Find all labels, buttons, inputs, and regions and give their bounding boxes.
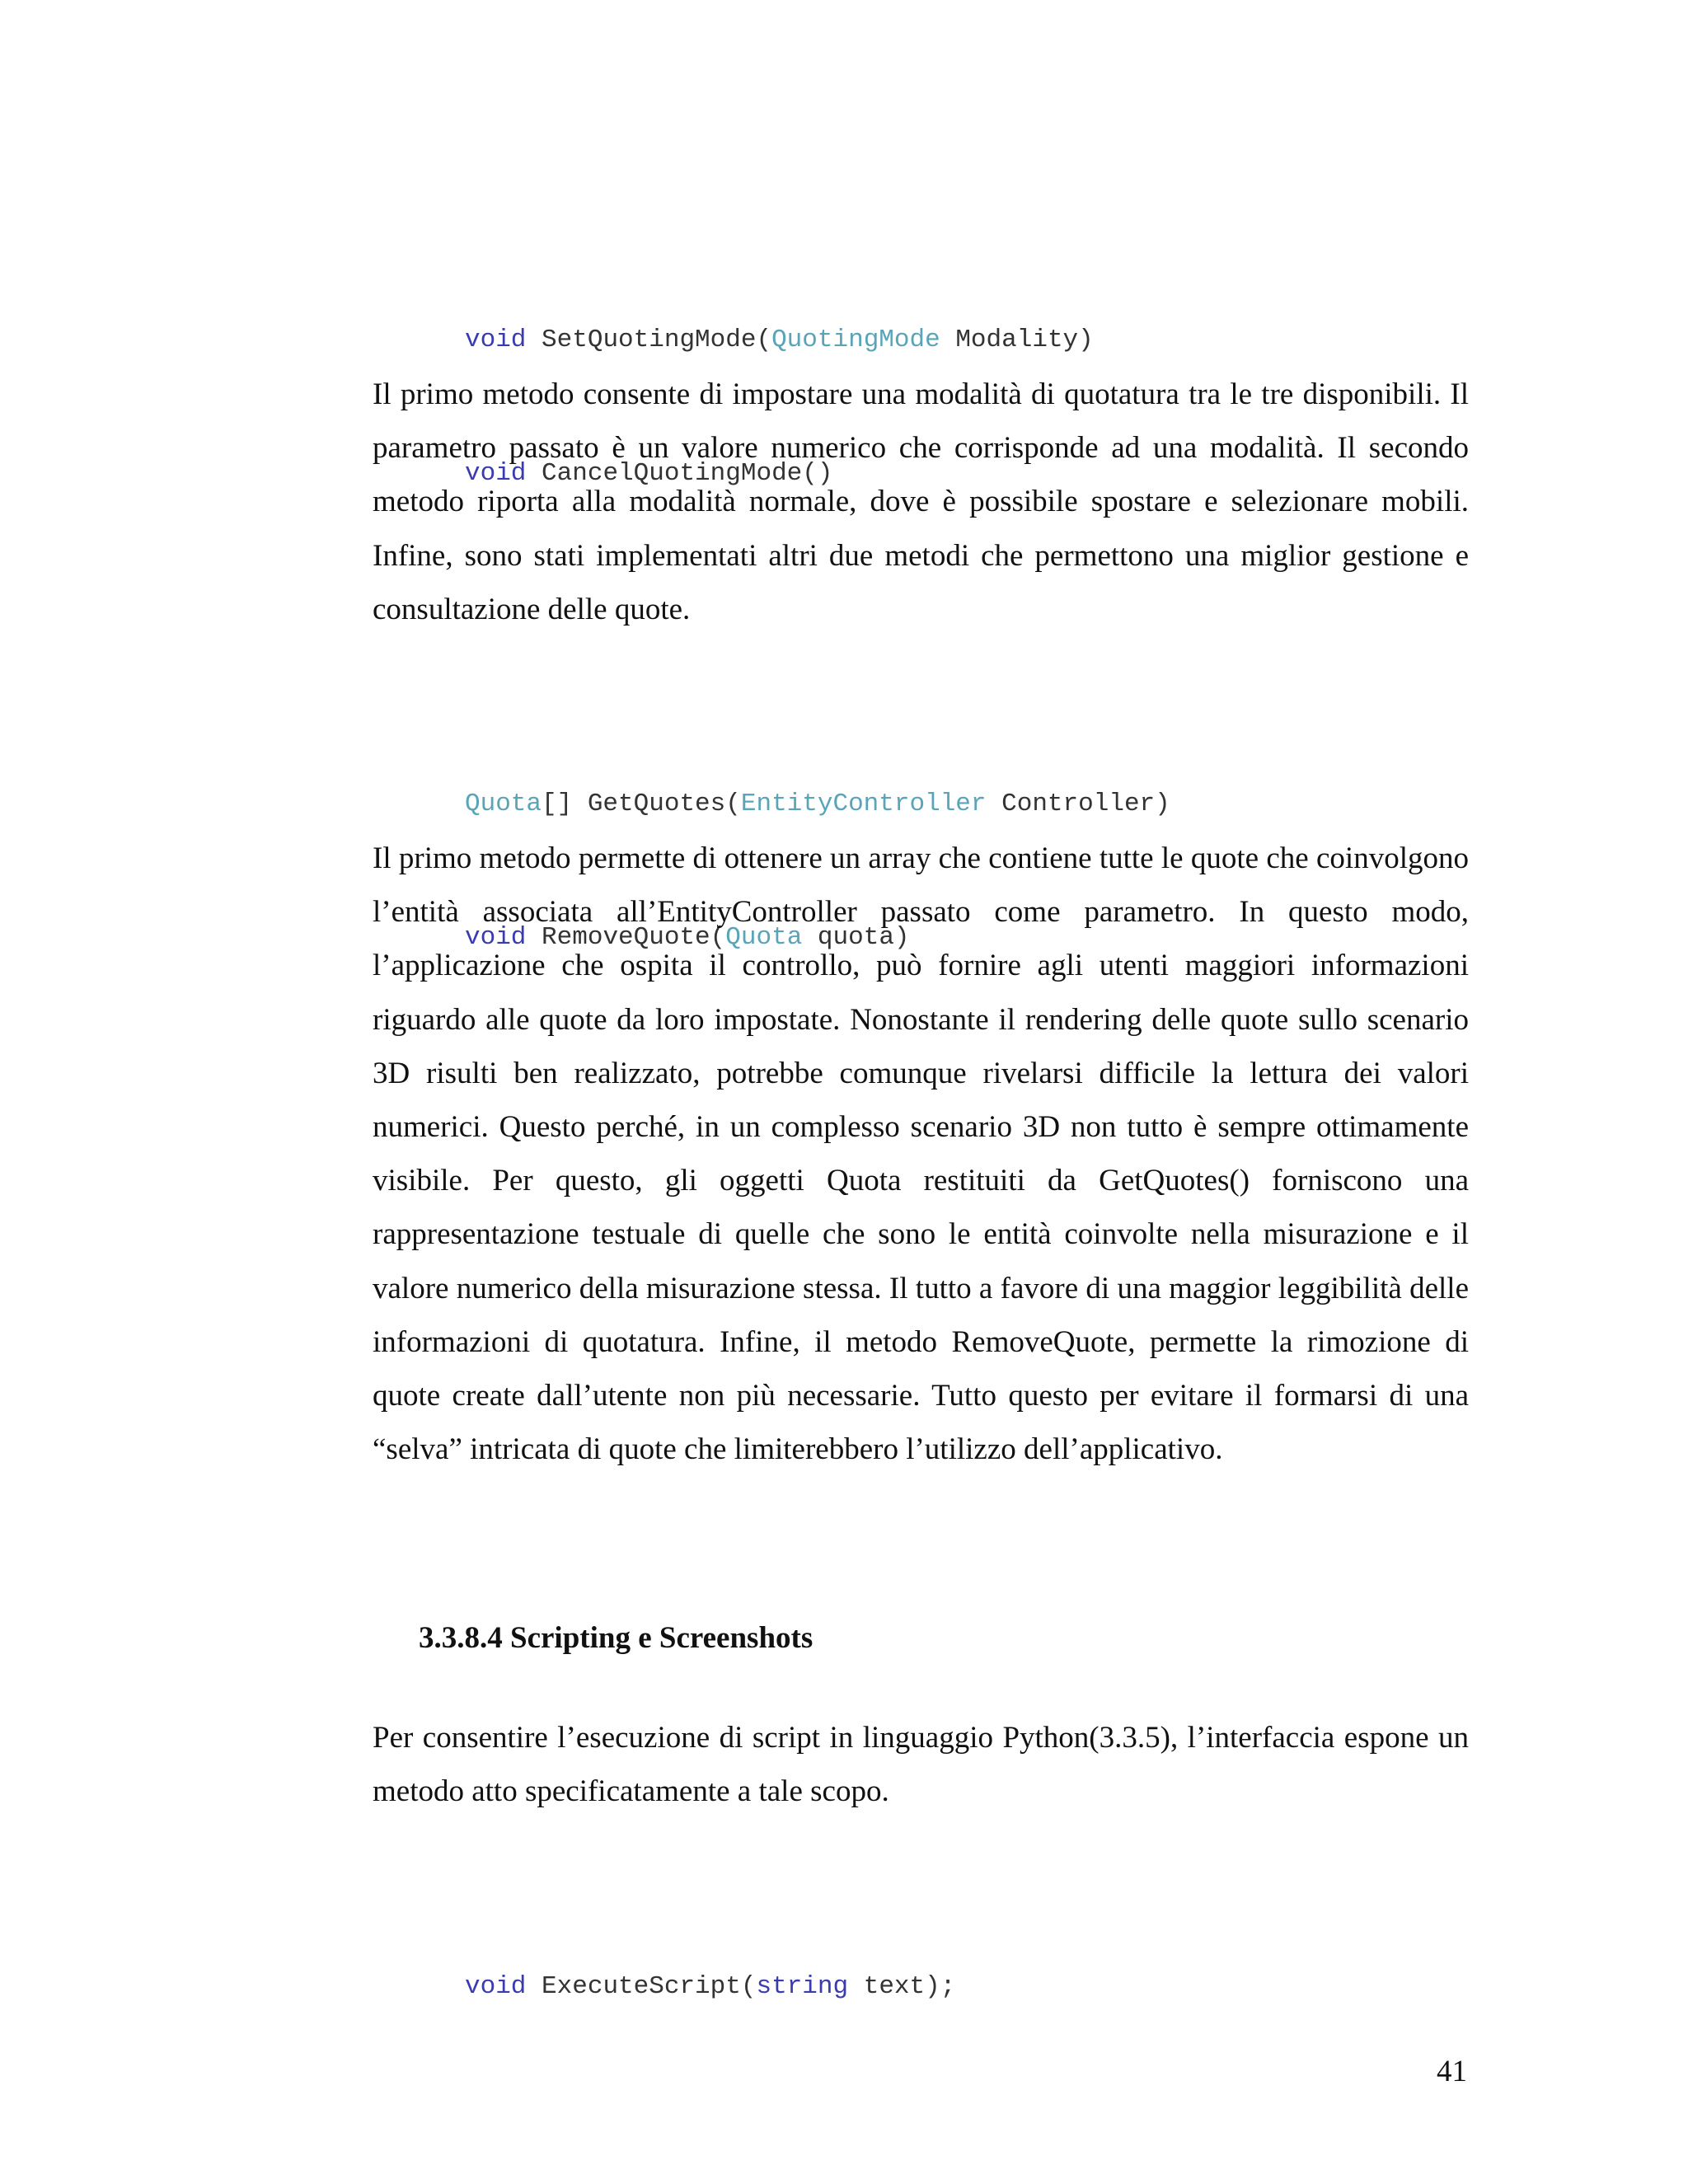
code-identifier: CancelQuotingMode() (542, 459, 833, 488)
paragraph-get-quotes: Il primo metodo permette di ottenere un array che contiene tutte le quote che coinvolgono l’entità associata all’EntityController passato come parametro. In questo modo, l’applicazione che ospita il controllo, può fornire agli utenti maggiori informazioni riguardo alle quote da loro impostate. Nonostante il rendering delle quote sullo scenario 3D risulti ben realizzato, potrebbe comunque rivelarsi difficile la lettura dei valori numerici. Questo perché, in un complesso scenario 3D non tutto è sempre ottimamente visibile. Per questo, gli oggetti Quota restituiti da GetQuotes() forniscono una rappresentazione testuale di quelle che sono le entità coinvolte nella misurazione e il valore numerico della misurazione stessa. Il tutto a favore di una maggior leggibilità delle informazioni di quotatura. Infine, il metodo RemoveQuote, permette la rimozione di quote create dall’utente non più necessarie. Tutto questo per evitare il formarsi di una “selva” intricata di quote che limiterebbero l’utilizzo dell’applicativo. (373, 841, 1469, 1467)
code-type: Quota (465, 790, 542, 818)
code-line (465, 782, 1170, 827)
paragraph-quoting-methods: Il primo metodo consente di impostare una modalità di quotatura tra le tre disponibili. Il parametro passato è un valore numerico che corrisponde ad una modalità. Il secondo metodo riporta alla modalità normale, dove è possibile spostare e selezionare mobili. Infine, sono stati implementati altri due metodi che permettono una miglior gestione e consultazione delle quote. (373, 377, 1469, 626)
code-block-execute-script (465, 1876, 955, 2098)
code-identifier: RemoveQuote( (542, 923, 726, 952)
code-identifier: Modality) (955, 326, 1094, 354)
code-identifier: [] GetQuotes( (542, 790, 741, 818)
code-identifier: quota) (817, 923, 910, 952)
code-keyword: void (465, 923, 527, 952)
code-type: EntityController (740, 790, 987, 818)
code-identifier: ExecuteScript( (542, 1972, 757, 2001)
code-identifier: Controller) (1001, 790, 1170, 818)
page-number: 41 (1437, 2055, 1467, 2088)
code-type: QuotingMode (771, 326, 940, 354)
code-line (465, 318, 1094, 363)
code-identifier: text); (863, 1972, 956, 2001)
section-heading: 3.3.8.4 Scripting e Screenshots (419, 1621, 814, 1655)
paragraph-scripting: Per consentire l’esecuzione di script in linguaggio Python(3.3.5), l’interfaccia espone un metodo atto specificatamente a tale scopo. (373, 1721, 1469, 1809)
code-keyword: string (756, 1972, 849, 2001)
code-keyword: void (465, 326, 527, 354)
code-keyword: void (465, 459, 527, 488)
code-identifier: SetQuotingMode( (542, 326, 772, 354)
code-line (465, 1965, 955, 2009)
code-keyword: void (465, 1972, 527, 2001)
code-type: Quota (725, 923, 803, 952)
